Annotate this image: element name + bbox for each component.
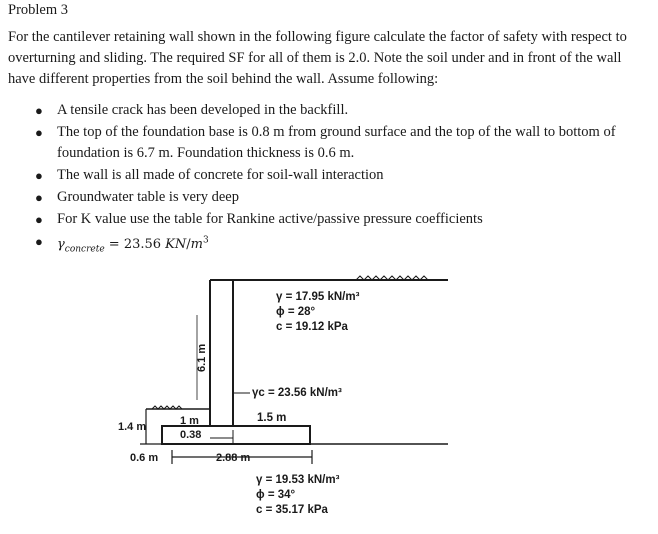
bullet-icon: ● <box>35 234 43 249</box>
concrete-unit-weight-formula: $\gamma_{concrete} = 23.56$ $KN/m^3$ <box>57 236 209 255</box>
list-item-text: For K value use the table for Rankine active/passive pressure coefficients <box>57 211 483 227</box>
toe-top-label: 1 m <box>180 415 199 427</box>
toe-embed-label: 1.4 m <box>118 421 147 433</box>
bullet-icon: ● <box>35 125 43 140</box>
list-item <box>8 187 648 208</box>
backfill-friction-angle: ϕ = 28° <box>276 306 316 318</box>
base-thickness-label: 0.6 m <box>130 452 159 464</box>
list-item <box>8 209 648 230</box>
front-ground-hatch <box>152 406 182 409</box>
heel-length-label: 1.5 m <box>257 412 287 424</box>
list-item-text: A tensile crack has been developed in the backfill. <box>57 102 349 118</box>
list-item <box>8 122 648 164</box>
list-item <box>8 100 648 121</box>
list-item <box>8 165 648 186</box>
foundation-base <box>162 426 310 444</box>
foundation-soil-cohesion: c = 35.17 kPa <box>256 504 328 516</box>
list-item <box>8 231 648 261</box>
foundation-soil-friction-angle: ϕ = 34° <box>256 489 296 501</box>
stem-height-label: 6.1 m <box>196 343 208 372</box>
backfill-cohesion: c = 19.12 kPa <box>276 321 348 333</box>
bullet-icon: ● <box>35 212 43 227</box>
list-item-text: The wall is all made of concrete for soil-wall interaction <box>57 167 384 183</box>
assumption-list <box>8 100 648 262</box>
backfill-hatch <box>356 276 428 280</box>
concrete-unit-weight-label: γc = 23.56 kN/m³ <box>252 387 342 399</box>
backfill-unit-weight: γ = 17.95 kN/m³ <box>276 291 360 303</box>
foundation-soil-unit-weight: γ = 19.53 kN/m³ <box>256 474 340 486</box>
list-item-text: The top of the foundation base is 0.8 m from ground surface and the top of the wall to bottom of foundation is 6.7 m. Foundation thickness is 0.6 m. <box>57 124 616 161</box>
bullet-icon: ● <box>35 103 43 118</box>
stem-thickness-label: 0.38 <box>180 429 202 441</box>
bullet-icon: ● <box>35 190 43 205</box>
bullet-icon: ● <box>35 168 43 183</box>
problem-heading: Problem 3 <box>8 2 69 18</box>
problem-statement: For the cantilever retaining wall shown in the following figure calculate the factor of safety with respect to overturning and sliding. The required SF for all of them is 2.0. Note the soil under and in front of the wall have different properties from the soil behind the wall. Assume following: <box>8 29 627 87</box>
list-item-text: Groundwater table is very deep <box>57 189 239 205</box>
base-span-label: 2.88 m <box>216 452 251 464</box>
